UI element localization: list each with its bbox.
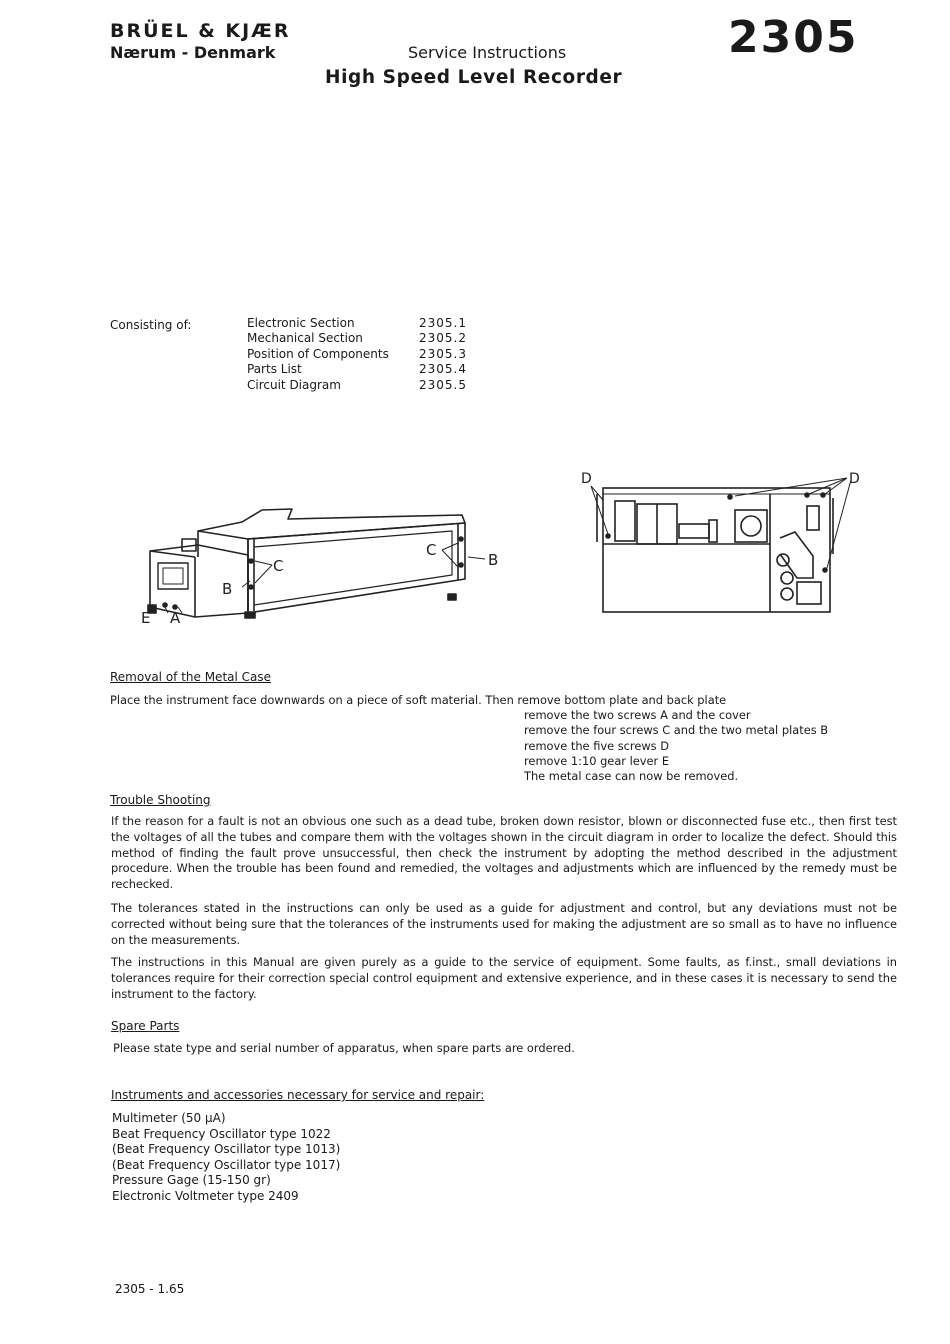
leader-line [255, 561, 272, 565]
screw [249, 585, 253, 589]
page-reference: 2305 - 1.65 [115, 1282, 185, 1296]
removal-step: remove the four screws C and the two metal plates B [524, 723, 829, 738]
contents-item-number: 2305.1 [419, 316, 467, 330]
instrument-item: (Beat Frequency Oscillator type 1017) [112, 1157, 341, 1172]
trouble-paragraph-2: The tolerances stated in the instructions can only be used as a guide for adjustment and control, but any deviations must not be corrected without being sure that the tolerances of the instruments used for making the adjustment are so small as to have no influence on the measurements. [111, 901, 897, 947]
motor [679, 524, 709, 538]
spare-heading: Spare Parts [111, 1019, 180, 1033]
contents-item [247, 362, 487, 377]
removal-step: The metal case can now be removed. [524, 769, 739, 784]
module [615, 501, 635, 541]
meter-dial [741, 516, 761, 536]
screw [249, 559, 253, 563]
removal-heading: Removal of the Metal Case [110, 670, 272, 684]
leader-line [442, 550, 458, 567]
screw-d [821, 493, 825, 497]
instruments-heading: Instruments and accessories necessary for service and repair: [111, 1088, 485, 1102]
front-cover-edge [150, 551, 195, 557]
contents-item-number: 2305.3 [419, 346, 467, 361]
contents-item [247, 347, 487, 362]
removal-step: remove the two screws A and the cover [524, 708, 751, 722]
case-top-outline [198, 509, 465, 539]
label-b-right: B [488, 551, 499, 569]
screw-d [728, 495, 732, 499]
internal-layout-figure [575, 466, 865, 626]
cover-window-inner [163, 568, 183, 584]
removal-step: remove the five screws D [524, 738, 670, 753]
label-c-left: C [273, 557, 284, 575]
instrument-item: Multimeter (50 µA) [112, 1111, 226, 1125]
case-foot [448, 594, 456, 600]
company-city: Nærum - Denmark [110, 43, 276, 62]
case-recess [254, 531, 452, 605]
leader-line [468, 557, 485, 559]
document-type: Service Instructions [408, 43, 567, 62]
contents-item-title: Circuit Diagram [247, 377, 341, 392]
contents-item-number: 2305.2 [419, 331, 467, 346]
instrument-item: Electronic Voltmeter type 2409 [112, 1188, 299, 1203]
contents-item-title: Electronic Section [247, 316, 355, 330]
connector [781, 588, 793, 600]
case-foot [245, 612, 255, 618]
component [807, 506, 819, 530]
removal-steps [524, 708, 828, 784]
contents-item-title: Mechanical Section [247, 331, 363, 346]
label-d-right: D [849, 471, 860, 487]
contents-list [247, 316, 487, 393]
trouble-paragraph-1: If the reason for a fault is not an obvious one such as a dead tube, broken down resistor, blown or disconnected fuse etc., then first test the voltages of all the tubes and compare them with the voltages shown in the circuit diagram in order to localize the defect. Should this method of finding the fault prove unsuccessful, then check the instrument by adopting the method described in the adjustment procedure. When the trouble has been found and remedied, the voltages and adjustments which are influenced by the remedy must be rechecked. [111, 814, 897, 892]
instrument-item: Beat Frequency Oscillator type 1022 [112, 1126, 331, 1141]
screw-d [606, 534, 610, 538]
label-a: A [170, 609, 181, 627]
contents-item-number: 2305.4 [419, 362, 467, 377]
removal-intro: Place the instrument face downwards on a piece of soft material. Then remove bottom plate and back plate [110, 693, 727, 707]
connector [777, 554, 789, 566]
screw [459, 537, 463, 541]
component [797, 582, 821, 604]
label-e: E [141, 609, 151, 627]
company-name: BRÜEL & KJÆR [110, 20, 291, 42]
screw-d [805, 493, 809, 497]
leader-line [255, 565, 272, 583]
connector [781, 572, 793, 584]
instrument-item: (Beat Frequency Oscillator type 1013) [112, 1142, 341, 1156]
trouble-paragraph-3: The instructions in this Manual are given purely as a guide to the service of equipment. Some faults, as f.inst., small deviations in tolerances require for their correction special control equipment and extensive experience, and in these cases it is necessary to send the instrument to the factory. [111, 955, 897, 1001]
contents-item [247, 331, 487, 346]
leader-line [442, 543, 458, 550]
contents-item-number: 2305.5 [419, 377, 467, 392]
instrument-item: Pressure Gage (15-150 gr) [112, 1173, 271, 1187]
meter-housing [735, 510, 767, 542]
contents-item-title: Parts List [247, 362, 302, 377]
label-c-right: C [426, 541, 437, 559]
contents-item [247, 316, 487, 331]
spare-text: Please state type and serial number of apparatus, when spare parts are ordered. [113, 1041, 575, 1055]
instrument-case-figure [130, 495, 510, 630]
screw [459, 563, 463, 567]
screw-d [823, 568, 827, 572]
document-title: High Speed Level Recorder [325, 67, 623, 88]
contents-item [247, 378, 487, 393]
removal-step: remove 1:10 gear lever E [524, 753, 670, 768]
motor-coupling [709, 520, 717, 542]
screw [163, 603, 167, 607]
contents-item-title: Position of Components [247, 346, 389, 361]
label-b-left: B [222, 580, 233, 598]
label-d-left: D [581, 471, 592, 487]
instruments-list [112, 1111, 340, 1204]
document-number: 2305 [728, 12, 859, 63]
leader-line [591, 486, 608, 534]
contents-label: Consisting of: [110, 318, 192, 332]
trouble-heading: Trouble Shooting [110, 793, 211, 807]
